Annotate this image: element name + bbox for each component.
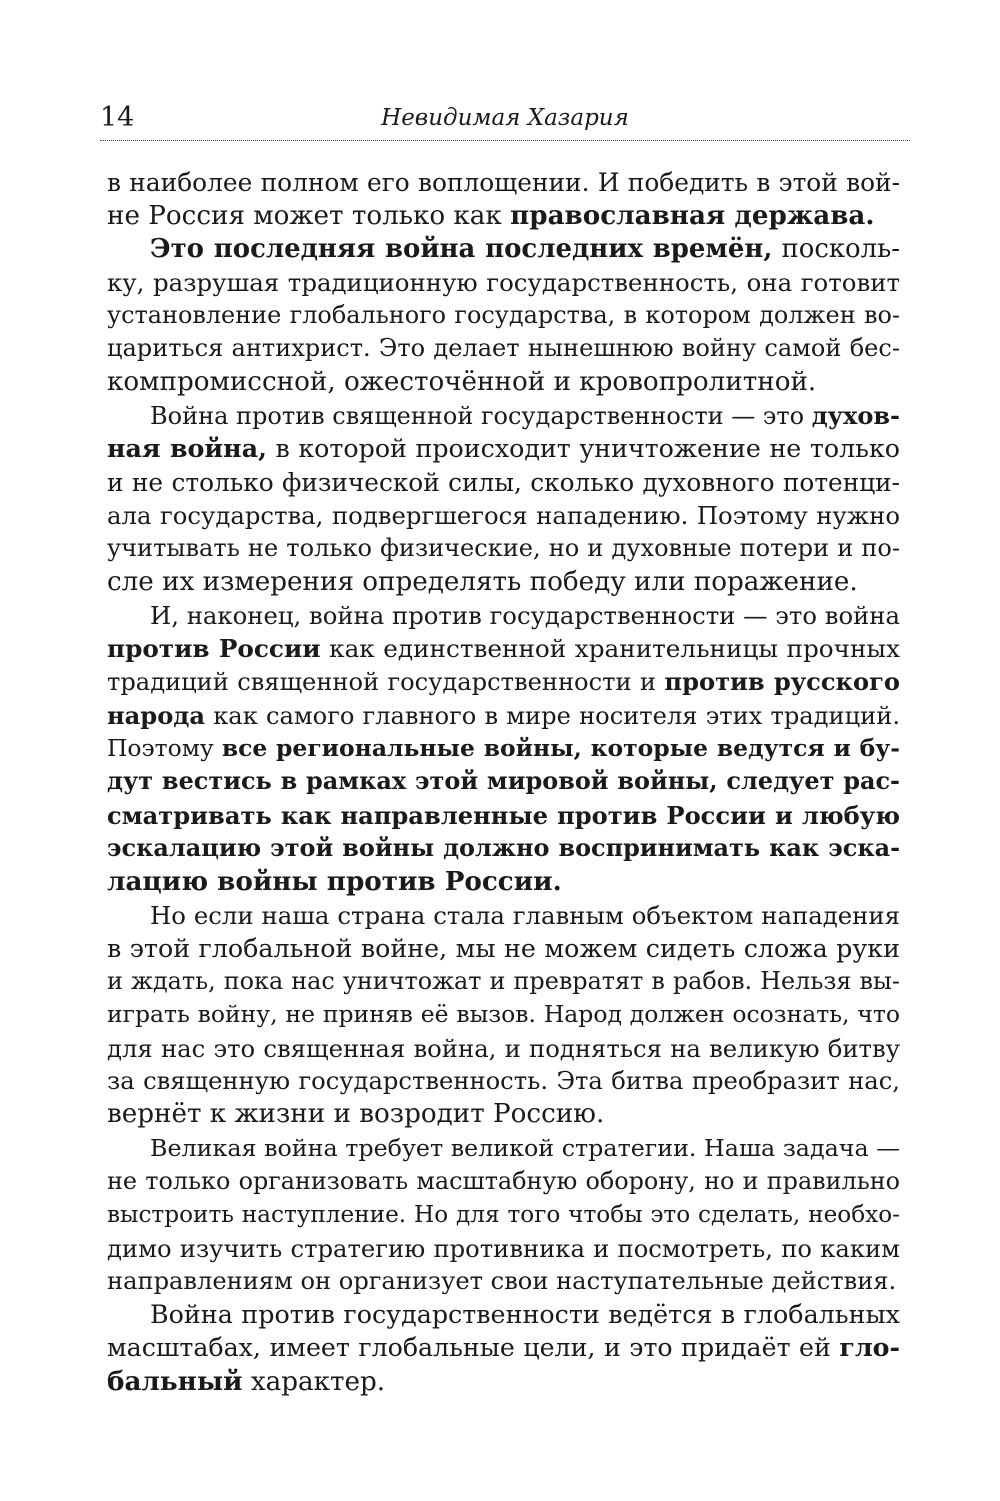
text-line: Война против государственности ведётся в глобальных (150, 1299, 900, 1330)
text-line: цариться антихрист. Это делает нынешнюю войну самой бес- (107, 334, 900, 363)
text-line: Война против священной государственности — это духов- (150, 401, 900, 431)
text-line: Но если наша страна стала главным объектом нападения (150, 900, 900, 930)
text-line: бальный характер. (107, 1365, 386, 1397)
text-line: в наиболее полном его воплощении. И победить в этой вой- (107, 168, 900, 197)
text-line: дут вестись в рамках этой мировой войны, следует рас- (107, 767, 900, 796)
running-title: Невидимая Хазария (381, 105, 629, 131)
text-line: для нас это священная война, и подняться на великую битву (107, 1033, 900, 1063)
text-line: учитывать не только физические, но и духовные потери и по- (107, 534, 900, 563)
text-line: лацию войны против России. (107, 866, 562, 898)
text-line: сле их измерения определять победу или поражение. (107, 566, 858, 597)
text-line: Это последняя война последних времён, посколь- (150, 233, 900, 264)
page-number: 14 (100, 102, 135, 133)
text-line: Великая война требует великой стратегии. Наша задача — (150, 1133, 900, 1162)
body-text (107, 166, 900, 1398)
text-line: играть войну, не приняв её вызов. Народ должен осознать, что (107, 1000, 900, 1029)
text-line: направлениям он организует свои наступательные действия. (107, 1266, 897, 1295)
text-line: традиций священной государственности и против русского (107, 667, 900, 697)
text-line: и не столько физической силы, сколько духовного потенци- (107, 467, 900, 497)
text-line: установление глобального государства, в котором должен во- (107, 301, 900, 330)
text-line: народа как самого главного в мире носителя этих традиций. (107, 700, 900, 730)
text-line: Поэтому все региональные войны, которые ведутся и бу- (107, 734, 900, 763)
text-line: масштабах, имеет глобальные цели, и это придаёт ей гло- (107, 1332, 900, 1363)
text-line: не только организовать масштабную оборону, но и правильно (107, 1166, 900, 1195)
text-line: эскалацию этой войны должно воспринимать как эска- (107, 833, 900, 862)
text-line: компромиссной, ожесточённой и кровопролитной. (107, 366, 817, 397)
text-line: за священную государственность. Эта битва преобразит нас, (107, 1067, 900, 1096)
text-line: в этой глобальной войне, мы не можем сидеть сложа руки (107, 932, 900, 963)
running-header (100, 98, 910, 141)
text-line: вернёт к жизни и возродит Россию. (107, 1099, 605, 1130)
text-line: ная война, в которой происходит уничтожение не только (107, 433, 900, 464)
text-line: ку, разрушая традиционную государственность, она готовит (107, 267, 900, 297)
text-line: И, наконец, война против государственности — это война (150, 600, 900, 630)
text-line: не Россия может только как православная держава. (107, 200, 875, 232)
text-line: сматривать как направленные против России и любую (107, 800, 900, 830)
text-line: выстроить наступление. Но для того чтобы это сделать, необхо- (107, 1201, 900, 1229)
text-line: ала государства, подвергшегося нападению. Поэтому нужно (107, 500, 900, 530)
text-line: против России как единственной хранительницы прочных (107, 634, 900, 664)
text-line: димо изучить стратегию противника и посмотреть, по каким (107, 1233, 900, 1263)
text-line: и ждать, пока нас уничтожат и превратят в рабов. Нельзя вы- (107, 967, 900, 996)
